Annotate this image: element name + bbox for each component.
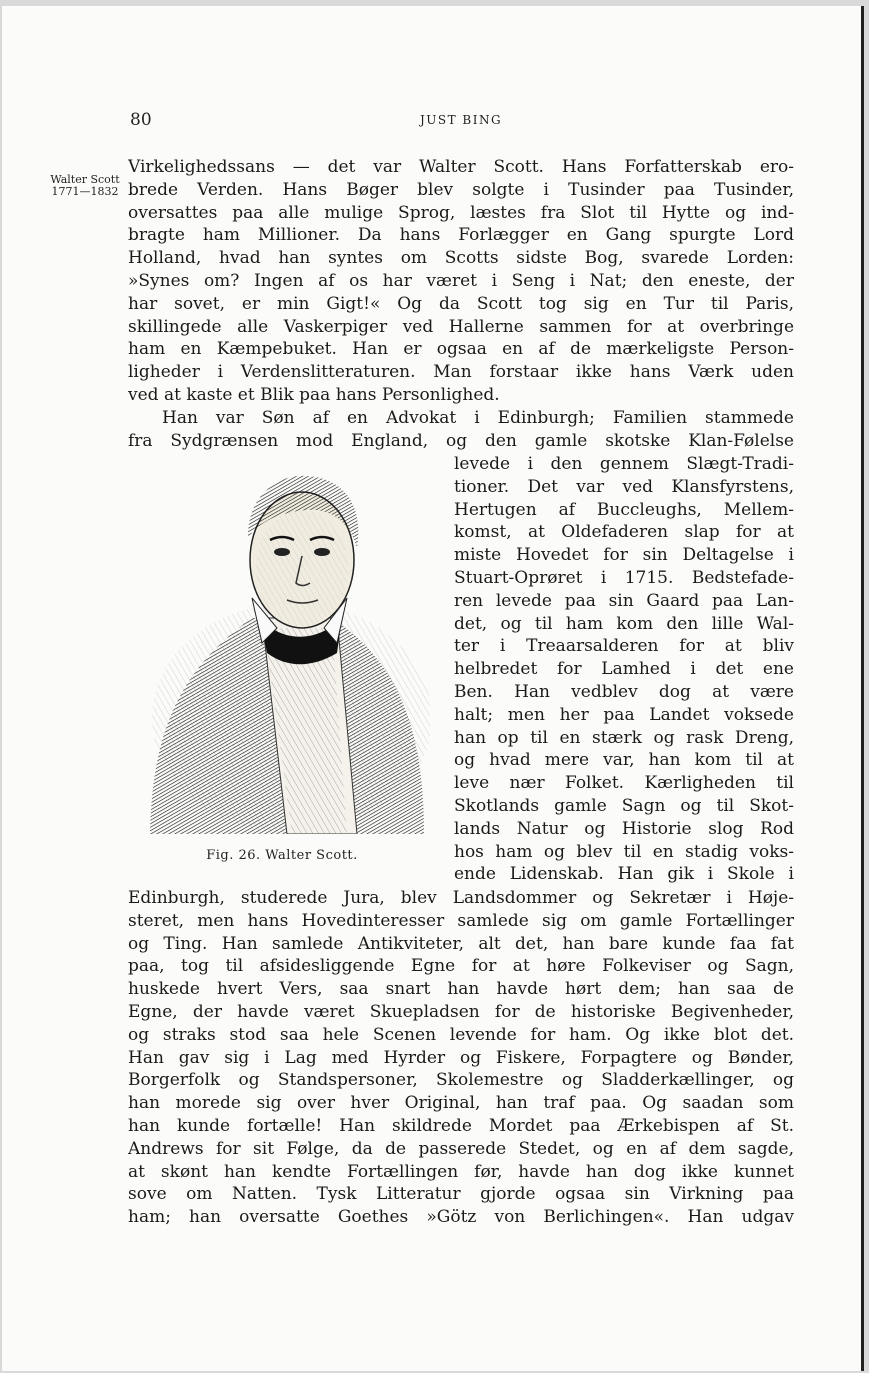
text-line: brede Verden. Hans Bøger blev solgte i Tusinder paa Tusinder, (128, 179, 794, 200)
paragraph-1 (128, 156, 794, 452)
text-line: Stuart-Oprøret i 1715. Bedstefade- (454, 567, 794, 588)
text-line: helbredet for Lamhed i det ene (454, 659, 794, 680)
text-line: oversattes paa alle mulige Sprog, læstes fra Slot til Hytte og ind- (128, 202, 794, 223)
text-line: skillingede alle Vaskerpiger ved Hallerne sammen for at overbringe (128, 316, 794, 337)
text-line: steret, men hans Hovedinteresser samlede sig om gamle Fortællinger (128, 910, 794, 931)
page-header (128, 110, 794, 132)
text-line: ligheder i Verdenslitteraturen. Man forstaar ikke hans Værk uden (128, 362, 794, 383)
margin-note (42, 174, 128, 198)
margin-note-name: Walter Scott (50, 173, 120, 186)
text-line: han morede sig over hver Original, han traf paa. Og saadan som (128, 1093, 794, 1114)
text-line: bragte ham Millioner. Da hans Forlægger en Gang spurgte Lord (128, 225, 794, 246)
text-line: og straks stod saa hele Scenen levende for ham. Og ikke blot det. (128, 1024, 794, 1045)
text-line: miste Hovedet for sin Deltagelse i (454, 545, 794, 566)
text-line: ham en Kæmpebuket. Han er ogsaa en af de mærkeligste Person- (128, 339, 794, 360)
paragraph-2-side (454, 453, 794, 886)
text-line: Ben. Han vedblev dog at være (454, 681, 794, 702)
text-line: at skønt han kendte Fortællingen før, havde han dog ikke kunnet (128, 1161, 794, 1182)
text-line: Holland, hvad han syntes om Scotts sidste Bog, svarede Lorden: (128, 248, 794, 269)
text-line: Egne, der havde været Skuepladsen for de historiske Begivenheder, (128, 1001, 794, 1022)
text-line: Skotlands gamle Sagn og til Skot- (454, 795, 794, 816)
walter-scott-portrait (142, 468, 430, 834)
text-line: paa, tog til afsidesliggende Egne for at høre Folkeviser og Sagn, (128, 956, 794, 977)
text-line: huskede hvert Vers, saa snart han havde hørt dem; han saa de (128, 979, 794, 1000)
text-line: lands Natur og Historie slog Rod (454, 818, 794, 839)
text-line: tioner. Det var ved Klansfyrstens, (454, 476, 794, 497)
text-line: Borgerfolk og Standspersoner, Skolemestre og Sladderkællinger, og (128, 1070, 794, 1091)
text-line: ham; han oversatte Goethes »Götz von Berlichingen«. Han udgav (128, 1207, 794, 1228)
text-line: leve nær Folket. Kærligheden til (454, 773, 794, 794)
text-line: og Ting. Han samlede Antikviteter, alt det, han bare kunde faa fat (128, 933, 794, 954)
paragraph-2-bottom (128, 887, 794, 1229)
running-title: JUST BING (419, 113, 503, 127)
text-line: Edinburgh, studerede Jura, blev Landsdommer og Sekretær i Høje- (128, 888, 794, 908)
text-line: Han var Søn af en Advokat i Edinburgh; Familien stammede (162, 407, 794, 428)
text-line: Andrews for sit Følge, da de passerede Stedet, og en af dem sagde, (128, 1138, 794, 1159)
text-line: det, og til ham kom den lille Wal- (454, 613, 794, 634)
text-line: han kunde fortælle! Han skildrede Mordet paa Ærkebispen af St. (128, 1115, 794, 1136)
text-line: ter i Treaarsalderen for at bliv (454, 636, 794, 657)
text-line: Virkelighedssans — det var Walter Scott. Hans Forfatterskab ero- (128, 157, 794, 177)
text-line: levede i den gennem Slægt-Tradi- (454, 454, 794, 474)
text-line: Hertugen af Buccleughs, Mellem- (454, 499, 794, 520)
text-line: sove om Natten. Tysk Litteratur gjorde ogsaa sin Virkning paa (128, 1184, 794, 1205)
margin-note-years: 1771—1832 (51, 185, 119, 198)
page-number: 80 (130, 110, 152, 130)
text-line: Han gav sig i Lag med Hyrder og Fiskere, Forpagtere og Bønder, (128, 1047, 794, 1068)
figure-caption: Fig. 26. Walter Scott. (206, 848, 358, 863)
text-line: ren levede paa sin Gaard paa Lan- (454, 590, 794, 611)
book-page (2, 6, 864, 1371)
text-line: og hvad mere var, han kom til at (454, 750, 794, 771)
text-line: han op til en stærk og rask Dreng, (454, 727, 794, 748)
text-line: komst, at Oldefaderen slap for at (454, 522, 794, 543)
text-line: halt; men her paa Landet voksede (454, 704, 794, 725)
text-line: fra Sydgrænsen mod England, og den gamle skotske Klan-Følelse (128, 430, 794, 451)
text-line: ende Lidenskab. Han gik i Skole i (454, 864, 794, 885)
text-line: ved at kaste et Blik paa hans Personlighed. (128, 384, 500, 405)
text-line: »Synes om? Ingen af os har været i Seng i Nat; den eneste, der (128, 270, 794, 291)
text-line: har sovet, er min Gigt!« Og da Scott tog sig en Tur til Paris, (128, 293, 794, 314)
text-line: hos ham og blev til en stadig voks- (454, 841, 794, 862)
